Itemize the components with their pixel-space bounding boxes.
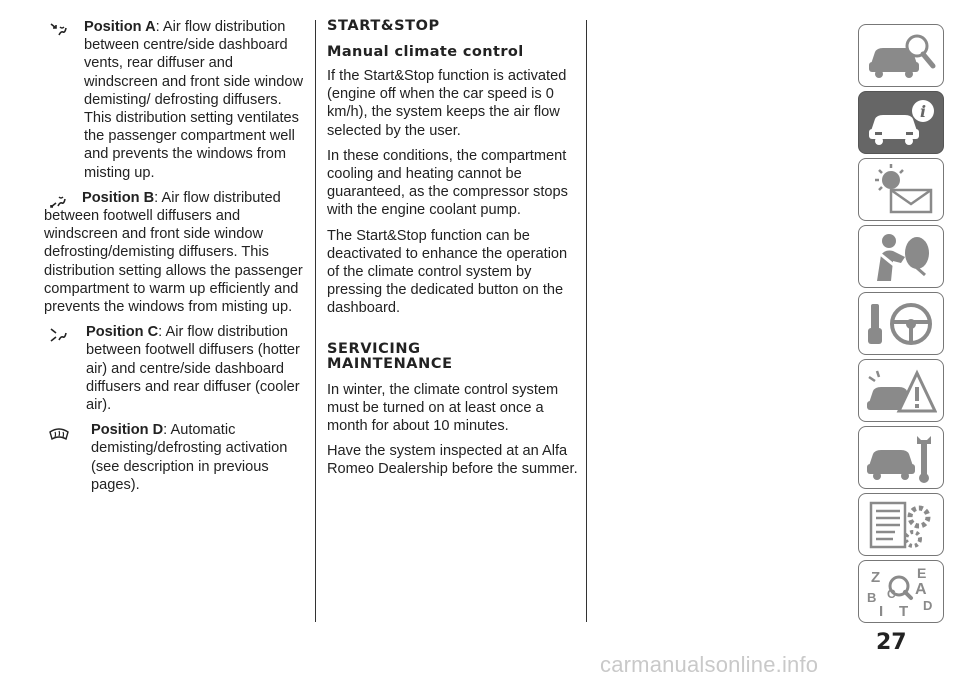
tab-emergency[interactable] bbox=[858, 359, 944, 422]
chapter-tabs bbox=[858, 24, 944, 627]
airflow-position-c-icon bbox=[48, 327, 70, 343]
airbag-seatbelt-icon bbox=[865, 231, 937, 283]
svg-text:B: B bbox=[867, 590, 877, 605]
car-wrench-icon bbox=[865, 432, 937, 484]
position-a-item bbox=[44, 18, 306, 182]
tab-maintenance[interactable] bbox=[858, 426, 944, 489]
svg-text:A: A bbox=[915, 581, 927, 598]
svg-text:C: C bbox=[887, 587, 896, 601]
start-stop-paragraph-3: The Start&Stop function can be deactivated to enhance the operation of the climate control system by pressing the dedicated button on the dashboard. bbox=[327, 227, 568, 317]
airflow-position-b-icon bbox=[48, 193, 70, 209]
position-a-text: : Air flow distribution between centre/side dashboard vents, rear diffuser and windscreen and front side window demisting/ defrosting diffusers. This distribution setting ventilates the passenger compartment well and prevents the windows from misting up. bbox=[84, 19, 304, 181]
right-column bbox=[327, 18, 579, 486]
svg-text:T: T bbox=[899, 603, 909, 618]
position-b-label: Position B bbox=[82, 189, 155, 206]
position-b-item bbox=[44, 189, 306, 316]
servicing-title-line-2: MAINTENANCE bbox=[327, 355, 453, 372]
servicing-paragraph-1: In winter, the climate control system must be turned on at least once a month for about 10 minutes. bbox=[327, 381, 559, 435]
position-a-label: Position A bbox=[84, 19, 156, 35]
svg-text:D: D bbox=[923, 598, 933, 613]
start-stop-paragraph-2: In these conditions, the compartment cooling and heating cannot be guaranteed, as the compressor stops with the engine coolant pump. bbox=[327, 147, 568, 219]
car-crash-warning-icon bbox=[865, 365, 937, 417]
svg-text:E: E bbox=[917, 566, 927, 581]
position-c-item bbox=[44, 323, 306, 414]
position-b-text-first: : Air flow distributed bbox=[154, 189, 281, 206]
start-stop-paragraph-1: If the Start&Stop function is activated (engine off when the car speed is 0 km/h), the system keeps the air flow selected by the user. bbox=[327, 68, 567, 139]
position-d-item bbox=[44, 421, 306, 494]
subheading-manual-climate-control: Manual climate control bbox=[327, 44, 524, 60]
key-steering-wheel-icon bbox=[865, 298, 937, 350]
servicing-paragraph-2: Have the system inspected at an Alfa Romeo Dealership before the summer. bbox=[327, 443, 578, 478]
warning-light-envelope-icon bbox=[865, 164, 937, 216]
car-magnifier-icon bbox=[865, 30, 937, 82]
alphabet-index-icon bbox=[865, 566, 937, 618]
position-d-label: Position D bbox=[91, 422, 164, 439]
tab-lights-messages[interactable] bbox=[858, 158, 944, 221]
svg-text:i: i bbox=[919, 102, 927, 121]
position-c-text: : Air flow distribution between footwell diffusers (hotter air) and centre/side dashboard diffusers and rear diffuser (cooler air). bbox=[86, 324, 300, 414]
windscreen-defrost-icon bbox=[48, 425, 70, 441]
airflow-position-a-icon bbox=[48, 22, 70, 38]
page-number: 27 bbox=[876, 630, 907, 655]
tab-technical-specs[interactable] bbox=[858, 493, 944, 556]
watermark: carmanualsonline.info bbox=[600, 652, 819, 677]
section-title-servicing bbox=[327, 342, 579, 372]
position-c-label: Position C bbox=[86, 324, 159, 341]
tab-index[interactable] bbox=[858, 560, 944, 623]
car-info-icon bbox=[865, 97, 937, 149]
position-d-text: : Automatic demisting/defrosting activation (see description in previous pages). bbox=[91, 422, 288, 493]
tab-starting-driving[interactable] bbox=[858, 292, 944, 355]
section-title-start-stop: START&STOP bbox=[327, 18, 440, 34]
column-divider-left bbox=[315, 20, 316, 622]
position-b-text-rest: between footwell diffusers and windscreen and front side window defrosting/demisting diffusers. This distribution setting allows the passenger compartment to warm up efficiently and prevents the windows from misting up. bbox=[44, 208, 303, 316]
column-divider-right bbox=[586, 20, 587, 622]
tab-car-info[interactable] bbox=[858, 91, 944, 154]
document-gear-icon bbox=[865, 499, 937, 551]
tab-safety[interactable] bbox=[858, 225, 944, 288]
svg-text:I: I bbox=[879, 603, 884, 618]
left-column bbox=[44, 18, 306, 501]
tab-car-search[interactable] bbox=[858, 24, 944, 87]
svg-text:Z: Z bbox=[871, 569, 881, 586]
servicing-title-line-1: SERVICING bbox=[327, 340, 421, 357]
